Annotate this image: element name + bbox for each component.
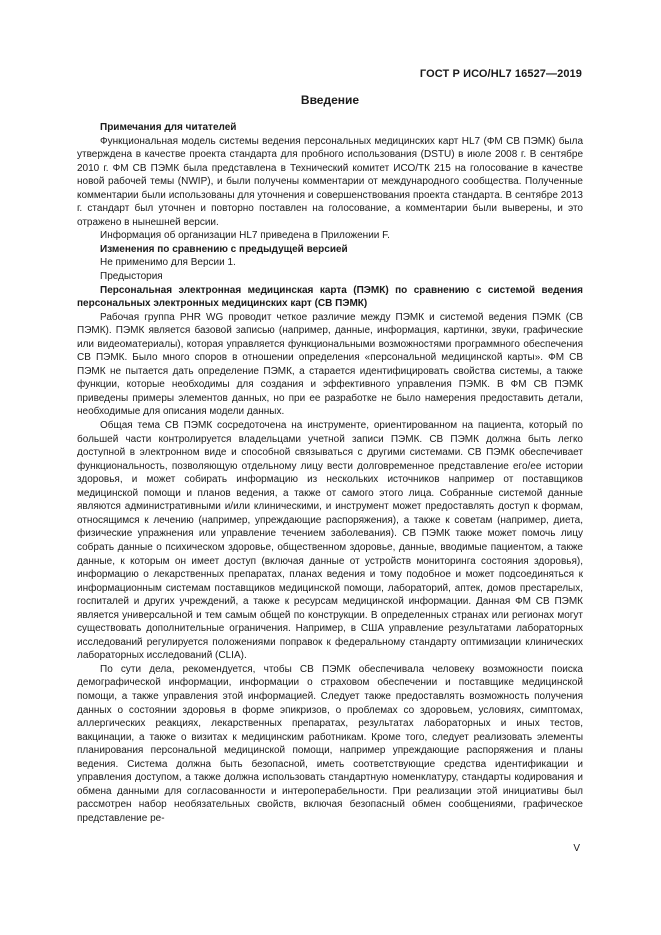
subheading: Персональная электронная медицинская карта (ПЭМК) по сравнению с системой ведения персональных электронных медицинских карт (СВ ПЭМК) [77, 284, 583, 310]
paragraphs [77, 121, 583, 825]
paragraph: Предыстория [100, 271, 163, 283]
paragraph: Не применимо для Версии 1. [100, 257, 236, 269]
document-body [77, 92, 583, 825]
paragraph: Функциональная модель системы ведения персональных медицинских карт HL7 (ФМ СВ ПЭМК) была утверждена в качестве проекта стандарта для пробного использования (DSTU) в июле 2008 г. В сентябре 2010 г. ФМ СВ ПЭМК была представлена в Технический комитет ИСО/ТК 215 на голосование в качестве новой рабочей темы (NWIP), и были получены комментарии от международного сообщества. Полученные комментарии были использованы для уточнения и совершенствования проекта стандарта. В сентябре 2013 г. стандарт был уточнен и повторно поставлен на голосование, а комментарии были выверены, и это отражено в нынешней версии. [77, 135, 583, 228]
section-title: Введение [300, 93, 360, 107]
subheading: Изменения по сравнению с предыдущей версией [100, 243, 348, 255]
page-number: V [573, 843, 580, 854]
paragraph: По сути дела, рекомендуется, чтобы СВ ПЭМК обеспечивала человеку возможности поиска демографической информации, информации о страховом обеспечении и поставщике медицинской помощи, а также управления этой информацией. Следует также предоставлять возможность получения данных о состоянии здоровья в форме эпикризов, о проблемах со здоровьем, условиях, симптомах, аллергических реакциях, лекарственных препаратах, результатах лабораторных и иных тестов, вакцинации, а также о визитах к медицинским работникам. Кроме того, следует реализовать элементы планирования персональной медицинской помощи, например упреждающие распоряжения и планы ведения. Система должна быть безопасной, иметь соответствующие средства идентификации и управления доступом, а также должна использовать стандартную номенклатуру, стандарты кодирования и обмена данными для согласованности и интероперабельности. При реализации этой инициативы был рассмотрен набор необязательных свойств, включая безопасный обмен сообщениями, графическое представление ре- [77, 663, 583, 824]
paragraph: Информация об организации HL7 приведена в Приложении F. [100, 230, 390, 242]
standard-header: ГОСТ Р ИСО/HL7 16527—2019 [419, 68, 582, 80]
paragraph: Общая тема СВ ПЭМК сосредоточена на инструменте, ориентированном на пациента, который по большей части контролируется владельцами учетной записи ПЭМК. СВ ПЭМК должна быть легко доступной в электронном виде и способной связываться с другими системами. СВ ПЭМК обеспечивает функциональность, позволяющую отдельному лицу вести долговременное представление его/ее истории здоровья, и может собирать информацию из нескольких источников например от поставщиков медицинской помощи и планов ведения, а также от самого этого лица. Собранные системой данные являются административными и/или клиническими, и инструмент может предоставлять доступ к формам, относящимся к лечению (например, упреждающие распоряжения), а также к советам (например, диета, физические упражнения или управление течением заболевания). СВ ПЭМК также может помочь лицу собрать данные о психическом здоровье, общественном здоровье, данные, вводимые пациентом, а также данные, к которым он имеет доступ (включая данные от устройств мониторинга состояния здоровья), информацию о лекарственных препаратах, планах ведения и тому подобное и может подсоединяться к информационным системам поставщиков медицинской помощи, лабораторий, аптек, домов престарелых, госпиталей и других учреждений, а также к ресурсам медицинской информации. Данная ФМ СВ ПЭМК является универсальной и тем самым общей по конструкции. В определенных странах или регионах могут существовать дополнительные ограничения. Например, в США управление результатами лабораторных исследований регулируется положениями поправок к федеральному стандарту оптимизации клинических лабораторных исследований (CLIA). [77, 420, 583, 662]
paragraph: Рабочая группа PHR WG проводит четкое различие между ПЭМК и системой ведения ПЭМК (СВ ПЭМК). ПЭМК является базовой записью (например, данные, информация, картинки, звуки, графические или видеоматериалы), которая управляется функциональными возможностями программного обеспечения СВ ПЭМК. Было много споров в отношении определения «персональной медицинской карты». ФМ СВ ПЭМК не пытается дать определение ПЭМК, а старается идентифицировать свойства системы, а также функции, которые необходимы для создания и эффективного управления ПЭМК. В ФМ СВ ПЭМК приведены примеры элементов данных, но при ее разработке не было намерения предоставить детали, необходимые для описания модели данных. [77, 311, 583, 418]
subheading: Примечания для читателей [100, 122, 237, 133]
